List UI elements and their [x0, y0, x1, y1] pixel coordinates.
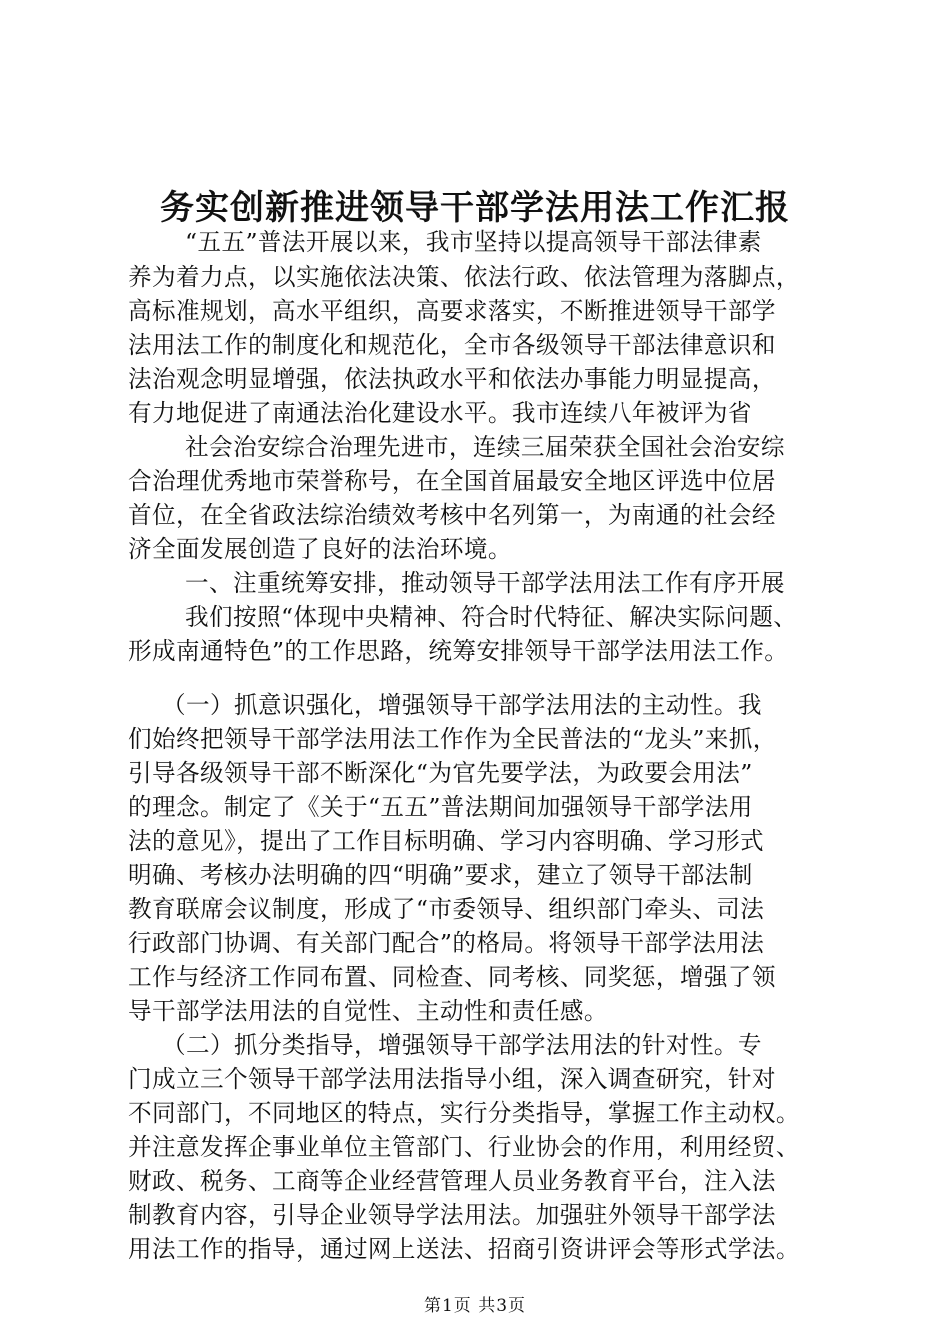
body-line: 不同部门，不同地区的特点，实行分类指导，掌握工作主动权。: [128, 1099, 800, 1127]
page-title: 务实创新推进领导干部学法用法工作汇报: [160, 188, 790, 228]
body-line: 法用法工作的制度化和规范化，全市各级领导干部法律意识和: [128, 331, 776, 359]
body-line: 法治观念明显增强，依法执政水平和依法办事能力明显提高，: [128, 365, 776, 393]
body-line: 首位，在全省政法综治绩效考核中名列第一，为南通的社会经: [128, 501, 776, 529]
body-line: 们始终把领导干部学法用法工作作为全民普法的“龙头”来抓，: [128, 725, 777, 753]
body-line: 有力地促进了南通法治化建设水平。我市连续八年被评为省: [128, 399, 752, 427]
body-line: 用法工作的指导，通过网上送法、招商引资讲评会等形式学法。: [128, 1235, 800, 1263]
body-line: （一）抓意识强化，增强领导干部学法用法的主动性。我: [162, 691, 762, 719]
body-line: 社会治安综合治理先进市，连续三届荣获全国社会治安综: [185, 433, 785, 461]
page-footer: 第1页 共3页: [423, 1296, 527, 1316]
body-line: 的理念。制定了《关于“五五”普法期间加强领导干部学法用: [128, 793, 753, 821]
body-line: 行政部门协调、有关部门配合”的格局。将领导干部学法用法: [128, 929, 765, 957]
body-line: 养为着力点，以实施依法决策、依法行政、依法管理为落脚点，: [128, 263, 800, 291]
body-line: 法的意见》，提出了工作目标明确、学习内容明确、学习形式: [128, 827, 765, 855]
body-line: 济全面发展创造了良好的法治环境。: [128, 535, 512, 563]
body-line: 形成南通特色”的工作思路，统筹安排领导干部学法用法工作。: [128, 637, 789, 665]
body-line: 合治理优秀地市荣誉称号，在全国首届最安全地区评选中位居: [128, 467, 776, 495]
body-line: “五五”普法开展以来，我市坚持以提高领导干部法律素: [185, 228, 762, 256]
body-line: 导干部学法用法的自觉性、主动性和责任感。: [128, 997, 608, 1025]
body-line: 我们按照“体现中央精神、符合时代特征、解决实际问题、: [185, 603, 798, 631]
body-line: 制教育内容，引导企业领导学法用法。加强驻外领导干部学法: [128, 1201, 776, 1229]
body-line: 门成立三个领导干部学法用法指导小组，深入调查研究，针对: [128, 1065, 776, 1093]
body-line: 并注意发挥企事业单位主管部门、行业协会的作用，利用经贸、: [128, 1133, 800, 1161]
body-line: 财政、税务、工商等企业经营管理人员业务教育平台，注入法: [128, 1167, 776, 1195]
body-line: （二）抓分类指导，增强领导干部学法用法的针对性。专: [162, 1031, 762, 1059]
body-line: 明确、考核办法明确的四“明确”要求，建立了领导干部法制: [128, 861, 753, 889]
section-heading: 一、注重统筹安排，推动领导干部学法用法工作有序开展: [185, 569, 785, 597]
body-line: 教育联席会议制度，形成了“市委领导、组织部门牵头、司法: [128, 895, 765, 923]
body-line: 引导各级领导干部不断深化“为官先要学法，为政要会用法”: [128, 759, 753, 787]
body-line: 高标准规划，高水平组织，高要求落实，不断推进领导干部学: [128, 297, 776, 325]
body-line: 工作与经济工作同布置、同检查、同考核、同奖惩，增强了领: [128, 963, 776, 991]
